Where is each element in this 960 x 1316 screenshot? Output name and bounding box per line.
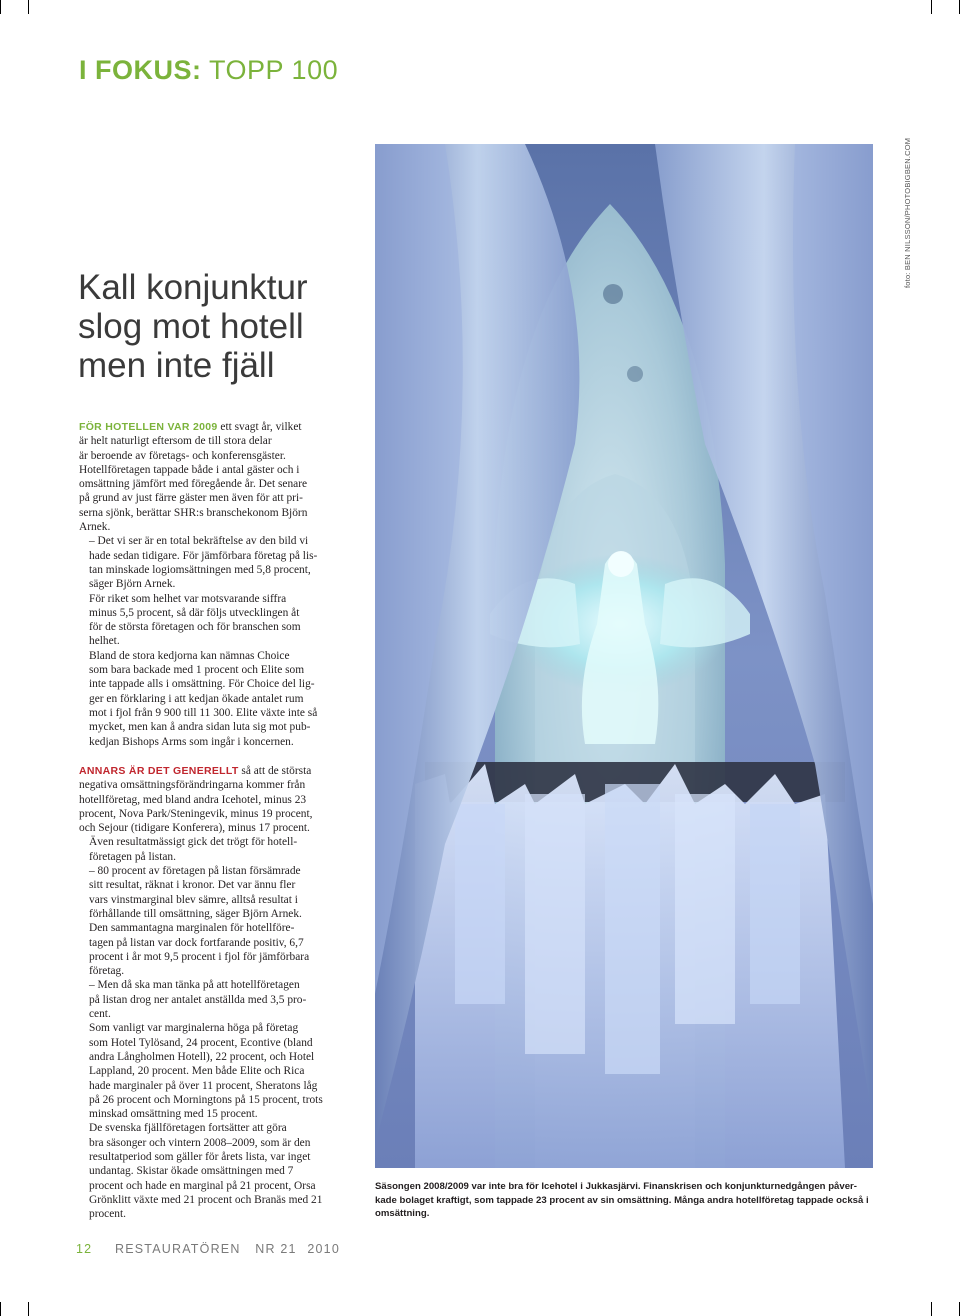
text-line: Den sammantagna marginalen för hotellföre- — [89, 922, 295, 935]
caption-line: Säsongen 2008/2009 var inte bra för Icehotel i Jukkasjärvi. Finanskrisen och konjunkturnedgången påver- — [375, 1181, 857, 1192]
text-line: – Det vi ser är en total bekräftelse av den bild vi — [89, 535, 309, 548]
text-line: undantag. Skistar ökade omsättningen med 7 — [89, 1165, 294, 1178]
crop-mark — [28, 0, 29, 14]
body-paragraph — [79, 649, 339, 749]
text-line: – 80 procent av företagen på listan försämrade — [89, 865, 301, 878]
page-footer — [76, 1242, 340, 1256]
crop-mark — [0, 0, 1, 14]
text-line: För riket som helhet var motsvarande siffra — [89, 592, 287, 605]
body-paragraph — [79, 534, 339, 591]
text-line: Hotellföretagen tappade både i antal gäster och i — [79, 463, 300, 476]
headline-line: Kall konjunktur — [78, 268, 308, 307]
text-line: vars vinstmarginal blev sämre, alltså resultat i — [89, 893, 298, 906]
text-line: företagen på listan. — [89, 850, 176, 863]
headline-line: men inte fjäll — [78, 346, 275, 385]
text-line: hade marginaler på över 11 procent, Sheratons låg — [89, 1079, 318, 1092]
text-line: ger en förklaring i att kedjan ökade antalet rum — [89, 692, 304, 705]
icehotel-photo — [375, 144, 873, 1168]
page-number: 12 — [76, 1242, 93, 1256]
text-line: på 26 procent och Morningtons på 15 procent, trots — [89, 1093, 323, 1106]
text-line: säger Björn Arnek. — [89, 578, 176, 591]
photo-caption — [375, 1180, 875, 1221]
text-line: så att de största — [238, 765, 312, 777]
text-line: hotellföretag, med bland andra Icehotel, minus 23 — [79, 793, 307, 806]
text-line: hade sedan tidigare. För jämförbara företag på lis- — [89, 549, 318, 562]
text-line: sitt resultat, räknat i kronor. Det var ännu fler — [89, 879, 296, 892]
lead-in-label: FÖR HOTELLEN VAR 2009 — [79, 421, 218, 433]
text-line: resultatperiod som gäller för årets lista, var inget — [89, 1151, 311, 1164]
crop-mark — [28, 1302, 29, 1316]
text-line: mycket, men kan å andra sidan luta sig mot pub- — [89, 721, 311, 734]
body-paragraph — [79, 921, 339, 978]
text-line: tagen på listan var dock fortfarande positiv, 6,7 — [89, 936, 304, 949]
text-line: och Sejour (tidigare Konferera), minus 17 procent. — [79, 822, 310, 835]
article-headline — [78, 268, 368, 385]
text-line: som bara backade med 1 procent och Elite som — [89, 664, 305, 677]
photo-credit-text: foto: BEN NILSSON/PHOTOBIGBEN.COM — [903, 137, 912, 288]
text-line: helhet. — [89, 635, 120, 648]
text-line: Även resultatmässigt gick det trögt för hotell- — [89, 836, 298, 849]
text-line: Lappland, 20 procent. Men både Elite och Rica — [89, 1065, 305, 1078]
body-paragraph — [79, 864, 339, 921]
text-line: som Hotel Tylösand, 24 procent, Econtive (bland — [89, 1036, 313, 1049]
text-line: kedjan Bishops Arms som ingår i koncernen. — [89, 735, 294, 748]
body-paragraph — [79, 1121, 339, 1221]
magazine-name: RESTAURATÖREN — [115, 1242, 241, 1256]
text-line: andra Långholmen Hotell), 22 procent, och Hotel — [89, 1050, 315, 1063]
body-paragraph — [79, 835, 339, 864]
text-line: inte tappade alls i omsättning. För Choice del lig- — [89, 678, 315, 691]
text-line: procent. — [89, 1208, 127, 1221]
text-line: minskad omsättning med 15 procent. — [89, 1108, 258, 1121]
text-line: är helt naturligt eftersom de till stora delar — [79, 435, 272, 448]
text-line: De svenska fjällföretagen fortsätter att göra — [89, 1122, 287, 1135]
text-line: – Men då ska man tänka på att hotellföretagen — [89, 979, 300, 992]
text-line: Arnek. — [79, 521, 111, 534]
crop-mark — [931, 0, 932, 14]
section-topic: TOPP 100 — [209, 55, 339, 85]
text-line: förhållande till omsättning, säger Björn Arnek. — [89, 907, 302, 920]
text-line: negativa omsättningsförändringarna kommer från — [79, 779, 306, 792]
body-paragraph — [79, 978, 339, 1021]
text-line: är beroende av företags- och konferensgäster. — [79, 449, 286, 462]
issue-number: NR 21 — [255, 1242, 297, 1256]
text-line: serna sjönk, berättar SHR:s branschekonom Björn — [79, 506, 308, 519]
issue-year: 2010 — [307, 1242, 340, 1256]
text-line: minus 5,5 procent, så där följs utvecklingen åt — [89, 606, 300, 619]
body-paragraph — [79, 592, 339, 649]
section-header — [79, 55, 338, 86]
lead-in-label: ANNARS ÄR DET GENERELLT — [79, 765, 239, 777]
text-line: procent, Nova Park/Steningevik, minus 19 procent, — [79, 807, 313, 820]
body-column-top — [79, 420, 339, 749]
body-paragraph — [79, 1021, 339, 1121]
photo-credit — [893, 137, 912, 288]
caption-line: omsättning. — [375, 1208, 430, 1219]
text-line: procent och hade en marginal på 21 procent, Orsa — [89, 1179, 316, 1192]
text-line: cent. — [89, 1008, 111, 1021]
text-line: för de största företagen och för branschen som — [89, 621, 301, 634]
crop-mark — [0, 1302, 1, 1316]
text-line: Bland de stora kedjorna kan nämnas Choice — [89, 649, 290, 662]
text-line: Grönklitt växte med 21 procent och Branäs med 21 — [89, 1193, 323, 1206]
text-line: företag. — [89, 965, 125, 978]
caption-line: kade bolaget kraftigt, som tappade 23 procent av sin omsättning. Många andra hotellföretag tappade också i — [375, 1194, 869, 1206]
text-line: ett svagt år, vilket — [217, 421, 302, 433]
body-paragraph — [79, 420, 339, 534]
crop-mark — [931, 1302, 932, 1316]
text-line: på grund av just färre gäster men även för att pri- — [79, 492, 303, 505]
section-kicker: I FOKUS: — [79, 55, 202, 85]
text-line: mot i fjol från 9 900 till 11 300. Elite växte inte så — [89, 706, 318, 719]
text-line: bra säsonger och vintern 2008–2009, som är den — [89, 1136, 311, 1149]
body-column-bottom — [79, 764, 339, 1222]
headline-line: slog mot hotell — [78, 307, 304, 346]
text-line: på listan drog ner antalet anställda med 3,5 pro- — [89, 993, 307, 1006]
text-line: omsättning jämfört med föregående år. Det senare — [79, 478, 308, 491]
body-paragraph — [79, 764, 339, 835]
text-line: procent i år mot 9,5 procent i fjol för jämförbara — [89, 950, 310, 963]
text-line: Som vanligt var marginalerna höga på företag — [89, 1022, 299, 1035]
text-line: tan minskade logiomsättningen med 5,8 procent, — [89, 563, 311, 576]
